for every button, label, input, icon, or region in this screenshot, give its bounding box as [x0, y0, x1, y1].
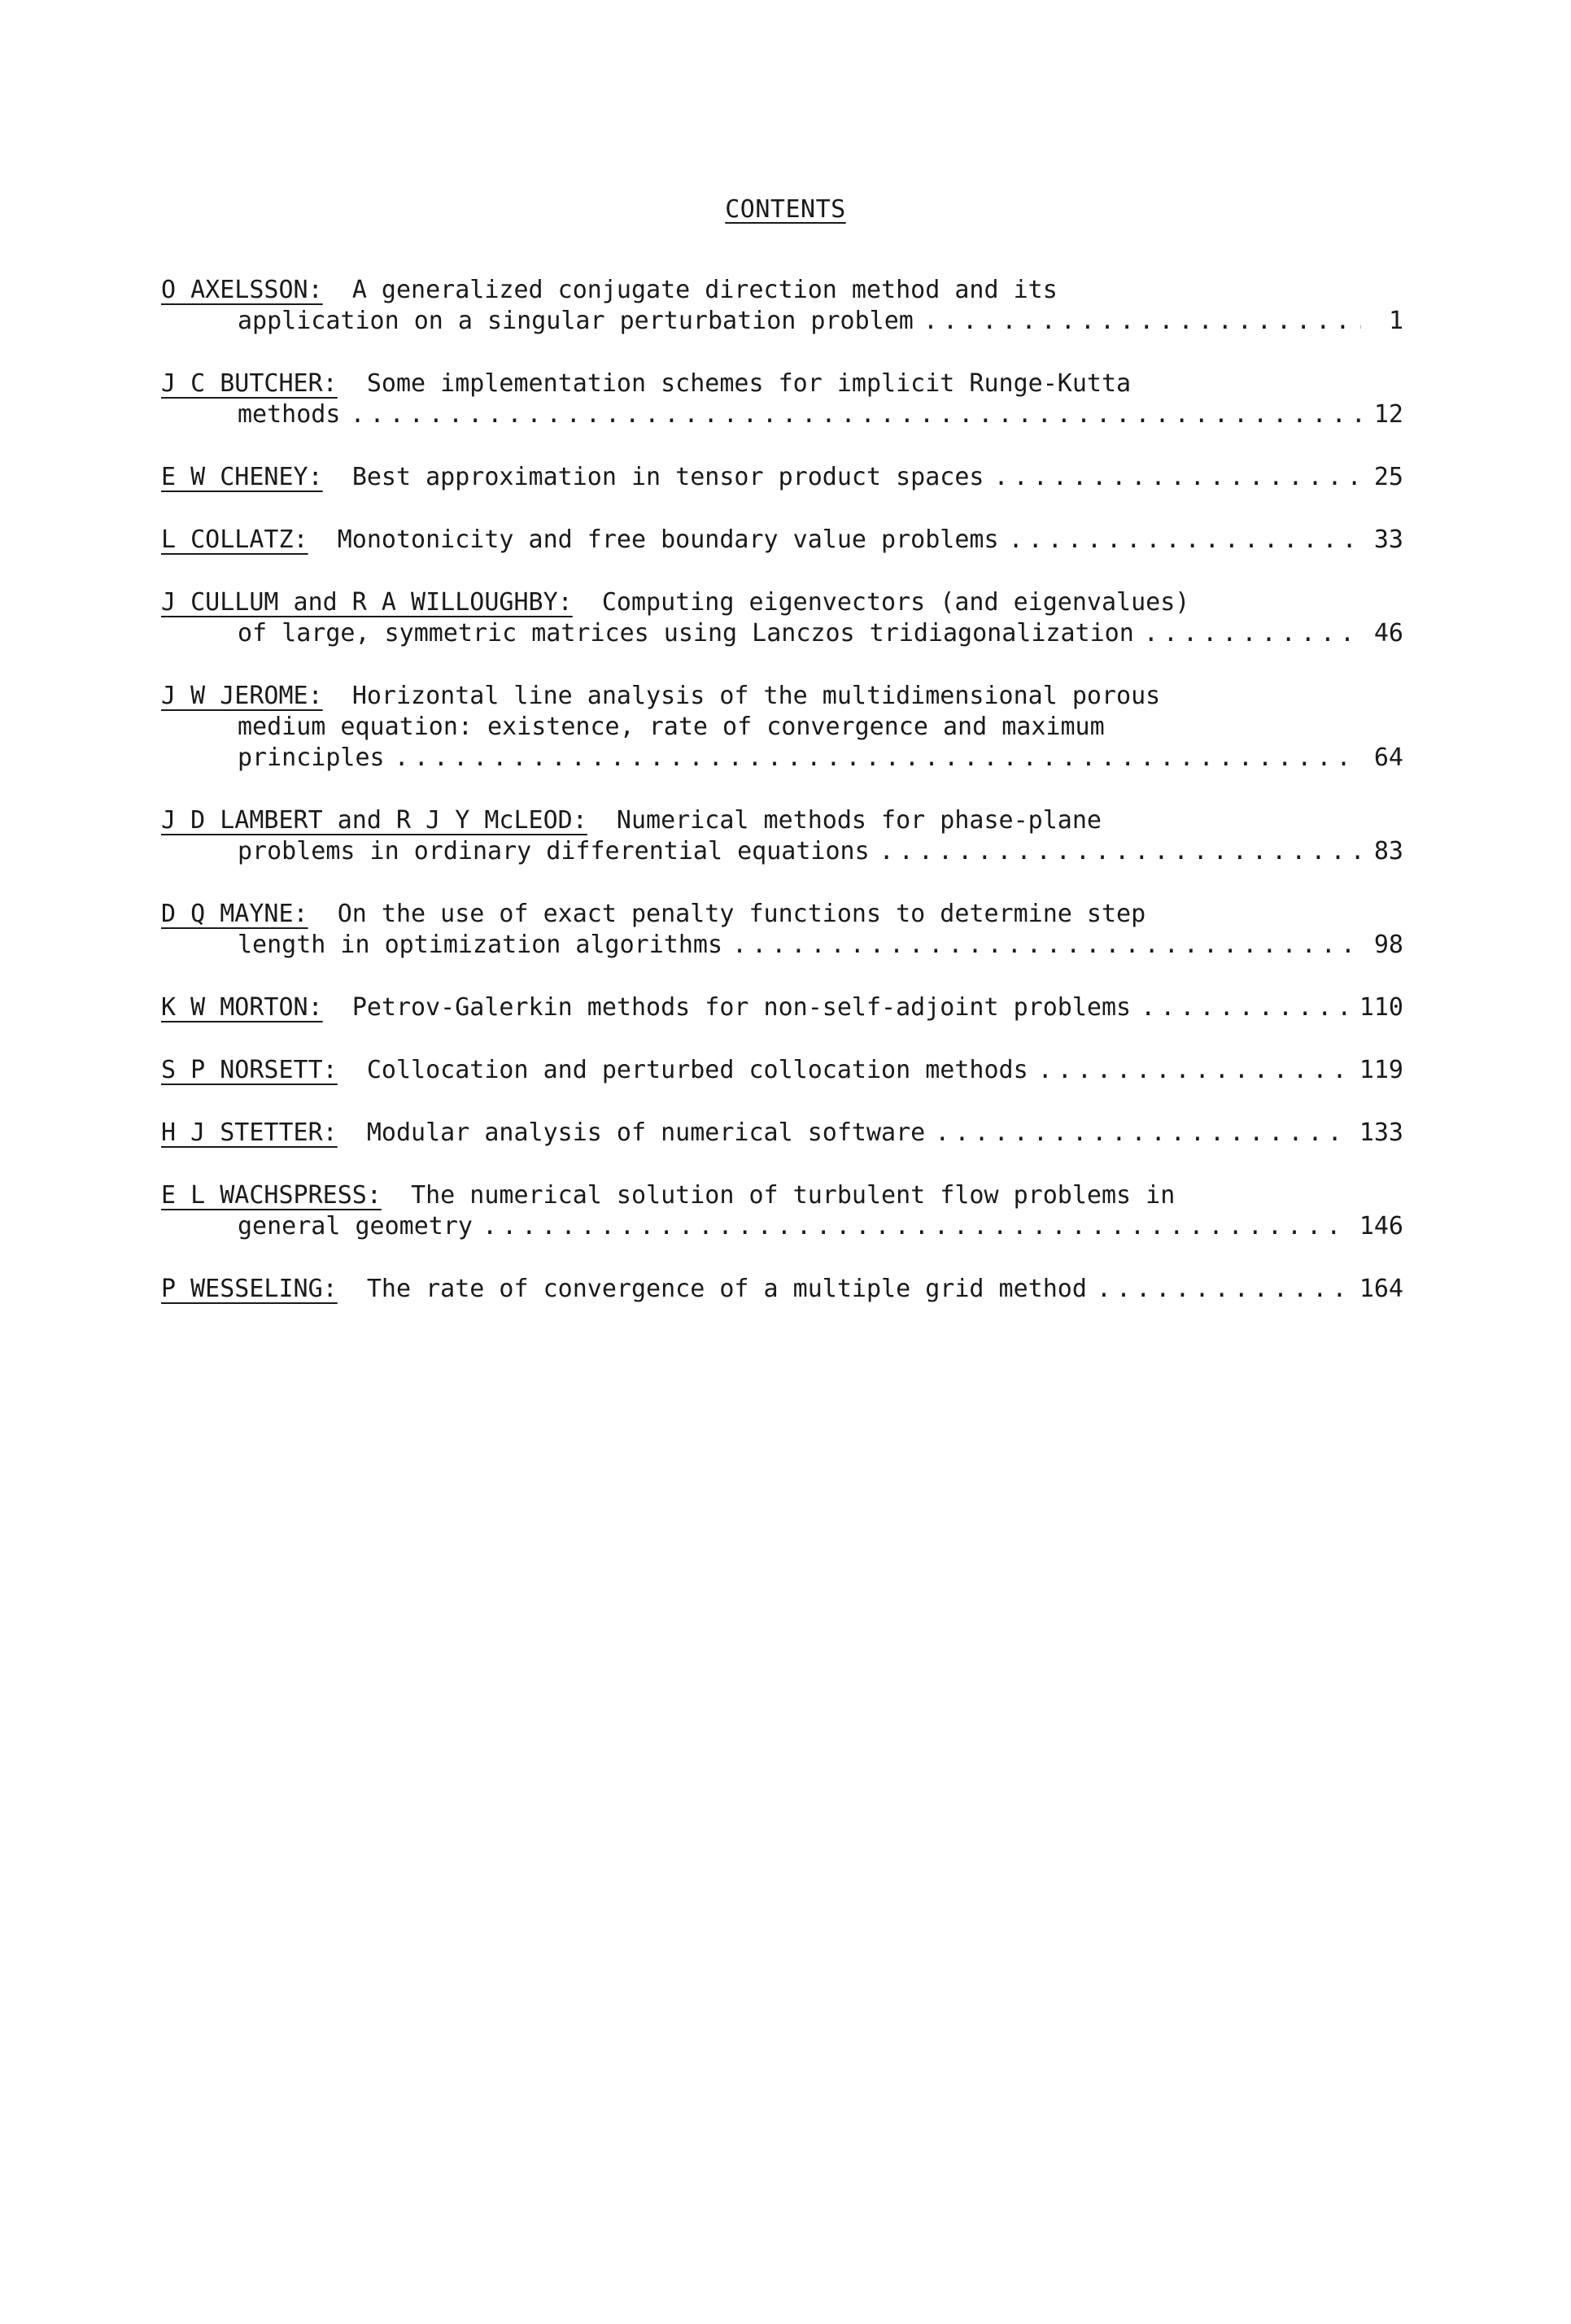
toc-title-line: principles: [238, 743, 385, 772]
toc-entry-line: [161, 618, 1403, 649]
toc-entry-line: [161, 899, 1403, 930]
toc-title-line: Petrov-Galerkin methods for non-self-adjoint problems: [351, 993, 1132, 1022]
toc-entry: [161, 899, 1403, 961]
toc-entry: [161, 1274, 1403, 1305]
toc-author: J W JEROME:: [161, 682, 323, 710]
dot-leader: [482, 1211, 1350, 1242]
toc-entry-line: [161, 462, 1403, 493]
toc-title-line: Numerical methods for phase-plane: [616, 806, 1102, 835]
page-number: 25: [1373, 463, 1403, 491]
dot-leader: [923, 306, 1361, 337]
toc-entry-text-part: [238, 930, 722, 961]
toc-title-line: application on a singular perturbation problem: [238, 307, 914, 335]
page-number: 119: [1359, 1056, 1403, 1084]
toc-entry-line: [161, 743, 1403, 774]
toc-entry-line: [161, 805, 1403, 836]
dot-leader: [395, 743, 1361, 774]
toc-title-line: methods: [238, 400, 341, 429]
toc-entry-text-part: [238, 399, 340, 430]
toc-entry-text-part: [238, 1211, 473, 1242]
toc-entry: [161, 1055, 1403, 1086]
toc-author: D Q MAYNE:: [161, 900, 308, 928]
dot-leader: [1144, 618, 1361, 649]
toc-entry: [161, 805, 1403, 867]
toc-entry: [161, 1118, 1403, 1149]
page-number: 1: [1388, 307, 1403, 335]
page-number: 33: [1373, 525, 1403, 554]
toc-title-line: Some implementation schemes for implicit Runge-Kutta: [366, 369, 1132, 398]
toc-entry-line: [161, 587, 1403, 618]
page-number: 98: [1373, 931, 1403, 959]
toc-entry-line: [161, 525, 1403, 556]
toc-title-line: medium equation: existence, rate of convergence and maximum: [238, 713, 1105, 741]
toc-entry-text-part: [238, 618, 1134, 649]
toc-entry-text-part: [161, 525, 999, 556]
toc-entry-line: [161, 930, 1403, 961]
page-number: 12: [1373, 400, 1403, 429]
toc-entry-line: [161, 992, 1403, 1023]
dot-leader: [935, 1118, 1350, 1149]
toc-author: J C BUTCHER:: [161, 369, 338, 398]
toc-title-line: A generalized conjugate direction method and its: [351, 276, 1058, 304]
toc-entry-text-part: [161, 682, 1160, 710]
toc-entry-text-part: [161, 806, 1102, 835]
toc-entry-text-part: [161, 588, 1189, 617]
toc-author: L COLLATZ:: [161, 525, 308, 554]
toc-entry-line: [161, 368, 1403, 399]
toc-entry-line: [161, 306, 1403, 337]
toc-entry-text-part: [161, 1055, 1028, 1086]
toc-entry-text-part: [161, 900, 1146, 928]
toc-entry-line: [161, 681, 1403, 712]
toc-entry: [161, 992, 1403, 1023]
toc-title-line: length in optimization algorithms: [238, 931, 723, 959]
dot-leader: [1009, 525, 1361, 556]
toc-entry: [161, 368, 1403, 430]
table-of-contents: [161, 275, 1403, 1336]
dot-leader: [1038, 1055, 1350, 1086]
toc-entry-line: [161, 1055, 1403, 1086]
toc-entry-line: [161, 399, 1403, 430]
page-title: [0, 194, 1571, 226]
toc-author: J D LAMBERT and R J Y McLEOD:: [161, 806, 587, 835]
page-number: 146: [1359, 1212, 1403, 1240]
dot-leader: [879, 836, 1361, 867]
toc-title-line: Collocation and perturbed collocation methods: [366, 1056, 1028, 1084]
toc-title-line: On the use of exact penalty functions to determine step: [337, 900, 1146, 928]
toc-entry: [161, 525, 1403, 556]
toc-author: E L WACHSPRESS:: [161, 1181, 382, 1210]
toc-author: S P NORSETT:: [161, 1056, 338, 1084]
toc-entry-text-part: [238, 713, 1105, 741]
toc-entry-text-part: [161, 276, 1058, 304]
toc-entry-line: [161, 712, 1403, 743]
toc-entry-text-part: [161, 1181, 1175, 1210]
dot-leader: [350, 399, 1361, 430]
toc-entry: [161, 681, 1403, 774]
page-number: 83: [1373, 837, 1403, 866]
dot-leader: [1097, 1274, 1350, 1305]
toc-title-line: The rate of convergence of a multiple grid method: [366, 1275, 1087, 1303]
toc-entry-line: [161, 1274, 1403, 1305]
toc-author: P WESSELING:: [161, 1275, 338, 1303]
toc-title-line: Best approximation in tensor product spaces: [351, 463, 984, 491]
toc-entry-text-part: [238, 836, 870, 867]
toc-entry-text-part: [161, 1274, 1087, 1305]
toc-title-line: problems in ordinary differential equations: [238, 837, 870, 866]
toc-author: E W CHENEY:: [161, 463, 323, 491]
toc-entry-text-part: [238, 743, 385, 774]
toc-author: H J STETTER:: [161, 1118, 338, 1147]
page-number: 133: [1359, 1118, 1403, 1147]
page-number: 110: [1359, 993, 1403, 1022]
toc-author: J CULLUM and R A WILLOUGHBY:: [161, 588, 573, 617]
dot-leader: [732, 930, 1361, 961]
toc-entry-text-part: [161, 369, 1131, 398]
toc-title-line: of large, symmetric matrices using Lanczos tridiagonalization: [238, 619, 1134, 647]
page-number: 46: [1373, 619, 1403, 647]
toc-entry: [161, 587, 1403, 649]
toc-title-line: Monotonicity and free boundary value problems: [337, 525, 999, 554]
toc-entry-text-part: [161, 462, 984, 493]
toc-entry: [161, 462, 1403, 493]
page-number: 64: [1373, 743, 1403, 772]
toc-title-line: Modular analysis of numerical software: [366, 1118, 926, 1147]
toc-entry-line: [161, 275, 1403, 306]
toc-entry-line: [161, 1180, 1403, 1211]
toc-title-line: general geometry: [238, 1212, 473, 1240]
toc-entry-text-part: [238, 306, 914, 337]
toc-title-line: The numerical solution of turbulent flow problems in: [411, 1181, 1176, 1210]
toc-entry-text-part: [161, 1118, 925, 1149]
toc-entry-line: [161, 1118, 1403, 1149]
toc-author: O AXELSSON:: [161, 276, 323, 304]
toc-title-line: Horizontal line analysis of the multidimensional porous: [351, 682, 1161, 710]
page-title-text: CONTENTS: [725, 195, 846, 224]
dot-leader: [1141, 992, 1350, 1023]
toc-author: K W MORTON:: [161, 993, 323, 1022]
toc-entry: [161, 275, 1403, 337]
page-number: 164: [1359, 1275, 1403, 1303]
toc-title-line: Computing eigenvectors (and eigenvalues): [601, 588, 1190, 617]
toc-entry-text-part: [161, 992, 1131, 1023]
toc-entry-line: [161, 836, 1403, 867]
dot-leader: [993, 462, 1361, 493]
toc-entry-line: [161, 1211, 1403, 1242]
toc-entry: [161, 1180, 1403, 1242]
